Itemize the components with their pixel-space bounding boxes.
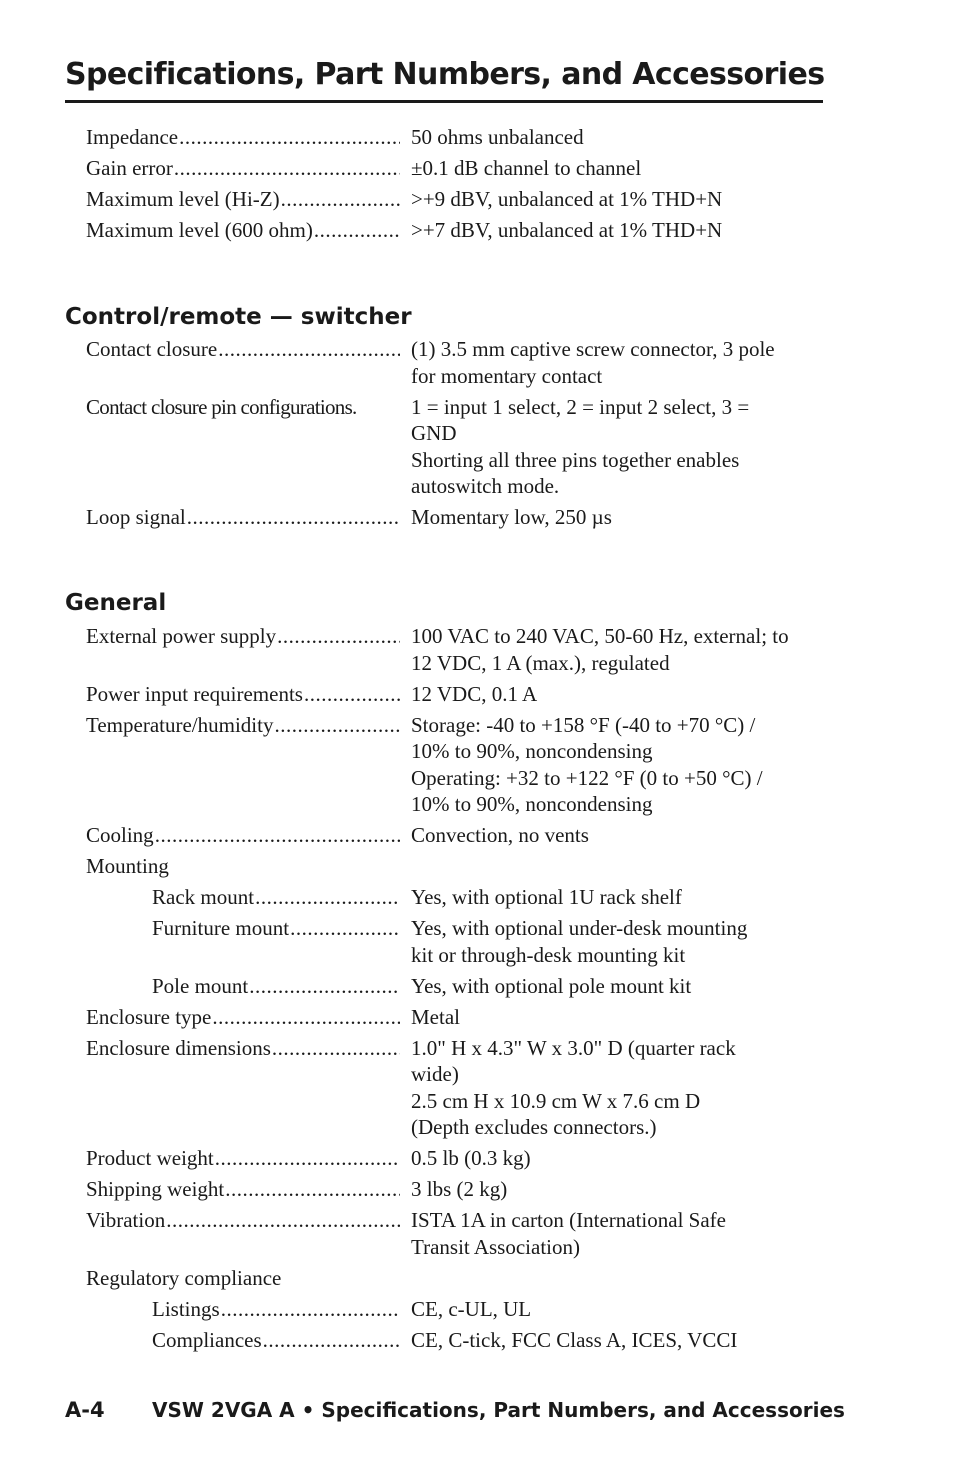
spec-value: 1 = input 1 select, 2 = input 2 select, 3 = GND Shorting all three pins together enables autoswitch mode. (411, 394, 750, 498)
spec-value: ISTA 1A in carton (International Safe Transit Association) (411, 1208, 726, 1259)
spec-value: Yes, with optional 1U rack shelf (411, 885, 682, 909)
spec-row-enclosure-type (86, 1004, 836, 1031)
spec-row-cooling (86, 822, 836, 849)
section-heading-general: General (65, 590, 167, 616)
spec-value: ±0.1 dB channel to channel (411, 156, 642, 180)
spec-value: CE, C-tick, FCC Class A, ICES, VCCI (411, 1327, 738, 1352)
spec-value: 12 VDC, 0.1 A (411, 681, 538, 706)
spec-label: Enclosure dimensions ..... (86, 1035, 400, 1141)
spec-row-impedance (86, 124, 836, 151)
spec-row-loop-signal (86, 504, 836, 531)
spec-value: Storage: -40 to +158 °F (-40 to +70 °C) / 10% to 90%, noncondensing Operating: +32 to +122 °F (0 to +50 °C) / 10% to 90%, noncondensing (411, 712, 763, 816)
spec-label: Rack mount ..... (86, 884, 400, 911)
spec-row-regulatory (86, 1265, 836, 1292)
spec-label: Compliances ..... (86, 1327, 400, 1354)
spec-label: Mounting (86, 854, 169, 878)
spec-label: Regulatory compliance (86, 1265, 282, 1290)
spec-label: Product weight ..... (86, 1145, 400, 1172)
spec-label: Impedance ..... (86, 124, 400, 151)
spec-value: Yes, with optional under-desk mounting kit or through-desk mounting kit (411, 916, 748, 967)
spec-label: Maximum level (600 ohm) ..... (86, 217, 400, 244)
spec-row-product-weight (86, 1145, 836, 1172)
spec-value: 3 lbs (2 kg) (411, 1177, 508, 1201)
footer-running-title: VSW 2VGA A • Specifications, Part Numbers, and Accessories (152, 1398, 845, 1422)
spec-value: CE, c-UL, UL (411, 1296, 532, 1321)
section-heading-control: Control/remote — switcher (65, 304, 412, 330)
spec-label: Power input requirements ..... (86, 681, 400, 708)
spec-label: Temperature/humidity ..... (86, 712, 400, 818)
spec-row-gain-error (86, 155, 836, 182)
spec-label: Contact closure pin configurations. (86, 394, 357, 419)
spec-label: Loop signal ..... (86, 504, 400, 531)
spec-value: Metal (411, 1004, 460, 1029)
spec-row-external-power (86, 623, 836, 676)
spec-row-power-input (86, 681, 836, 708)
spec-label: Enclosure type ..... (86, 1004, 400, 1031)
spec-row-pin-configurations (86, 394, 836, 500)
spec-row-rack-mount (86, 884, 836, 911)
spec-row-enclosure-dimensions (86, 1035, 836, 1141)
spec-row-max-level-600 (86, 217, 836, 244)
spec-label: Contact closure ..... (86, 336, 400, 389)
spec-row-max-level-hiz (86, 186, 836, 213)
spec-label: Pole mount ..... (86, 973, 400, 1000)
spec-value: 0.5 lb (0.3 kg) (411, 1146, 531, 1170)
spec-value: Yes, with optional pole mount kit (411, 973, 692, 998)
control-spec-list (86, 336, 836, 535)
spec-row-pole-mount (86, 973, 836, 1000)
spec-label: Cooling ..... (86, 822, 400, 849)
spec-value: 50 ohms unbalanced (411, 125, 584, 149)
spec-value: Convection, no vents (411, 823, 589, 847)
spec-label: Furniture mount ..... (86, 915, 400, 968)
spec-label: Gain error ..... (86, 155, 400, 182)
audio-spec-list (86, 124, 836, 248)
spec-value: >+9 dBV, unbalanced at 1% THD+N (411, 187, 723, 211)
spec-row-shipping-weight (86, 1176, 836, 1203)
footer-page-number: A-4 (65, 1398, 105, 1422)
spec-row-mounting (86, 853, 836, 880)
general-spec-list (86, 623, 836, 1358)
spec-label: Vibration ..... (86, 1207, 400, 1260)
spec-value: 1.0" H x 4.3" W x 3.0" D (quarter rack wide) 2.5 cm H x 10.9 cm W x 7.6 cm D (Depth excludes connectors.) (411, 1035, 736, 1139)
page-title: Specifications, Part Numbers, and Accessories (65, 52, 823, 103)
spec-value: Momentary low, 250 µs (411, 505, 612, 529)
spec-label: External power supply ..... (86, 623, 400, 676)
spec-value (400, 853, 836, 880)
spec-row-listings (86, 1296, 836, 1323)
spec-label: Listings ..... (86, 1296, 400, 1323)
spec-row-vibration (86, 1207, 836, 1260)
spec-value: >+7 dBV, unbalanced at 1% THD+N (411, 218, 723, 242)
spec-value (400, 1265, 836, 1292)
spec-label: Maximum level (Hi-Z) ..... (86, 186, 400, 213)
spec-row-contact-closure (86, 336, 836, 389)
spec-row-furniture-mount (86, 915, 836, 968)
spec-row-compliances (86, 1327, 836, 1354)
spec-row-temperature (86, 712, 836, 818)
spec-value: 100 VAC to 240 VAC, 50-60 Hz, external; to 12 VDC, 1 A (max.), regulated (411, 624, 789, 675)
spec-label: Shipping weight ..... (86, 1176, 400, 1203)
spec-value: (1) 3.5 mm captive screw connector, 3 pole for momentary contact (411, 337, 775, 388)
